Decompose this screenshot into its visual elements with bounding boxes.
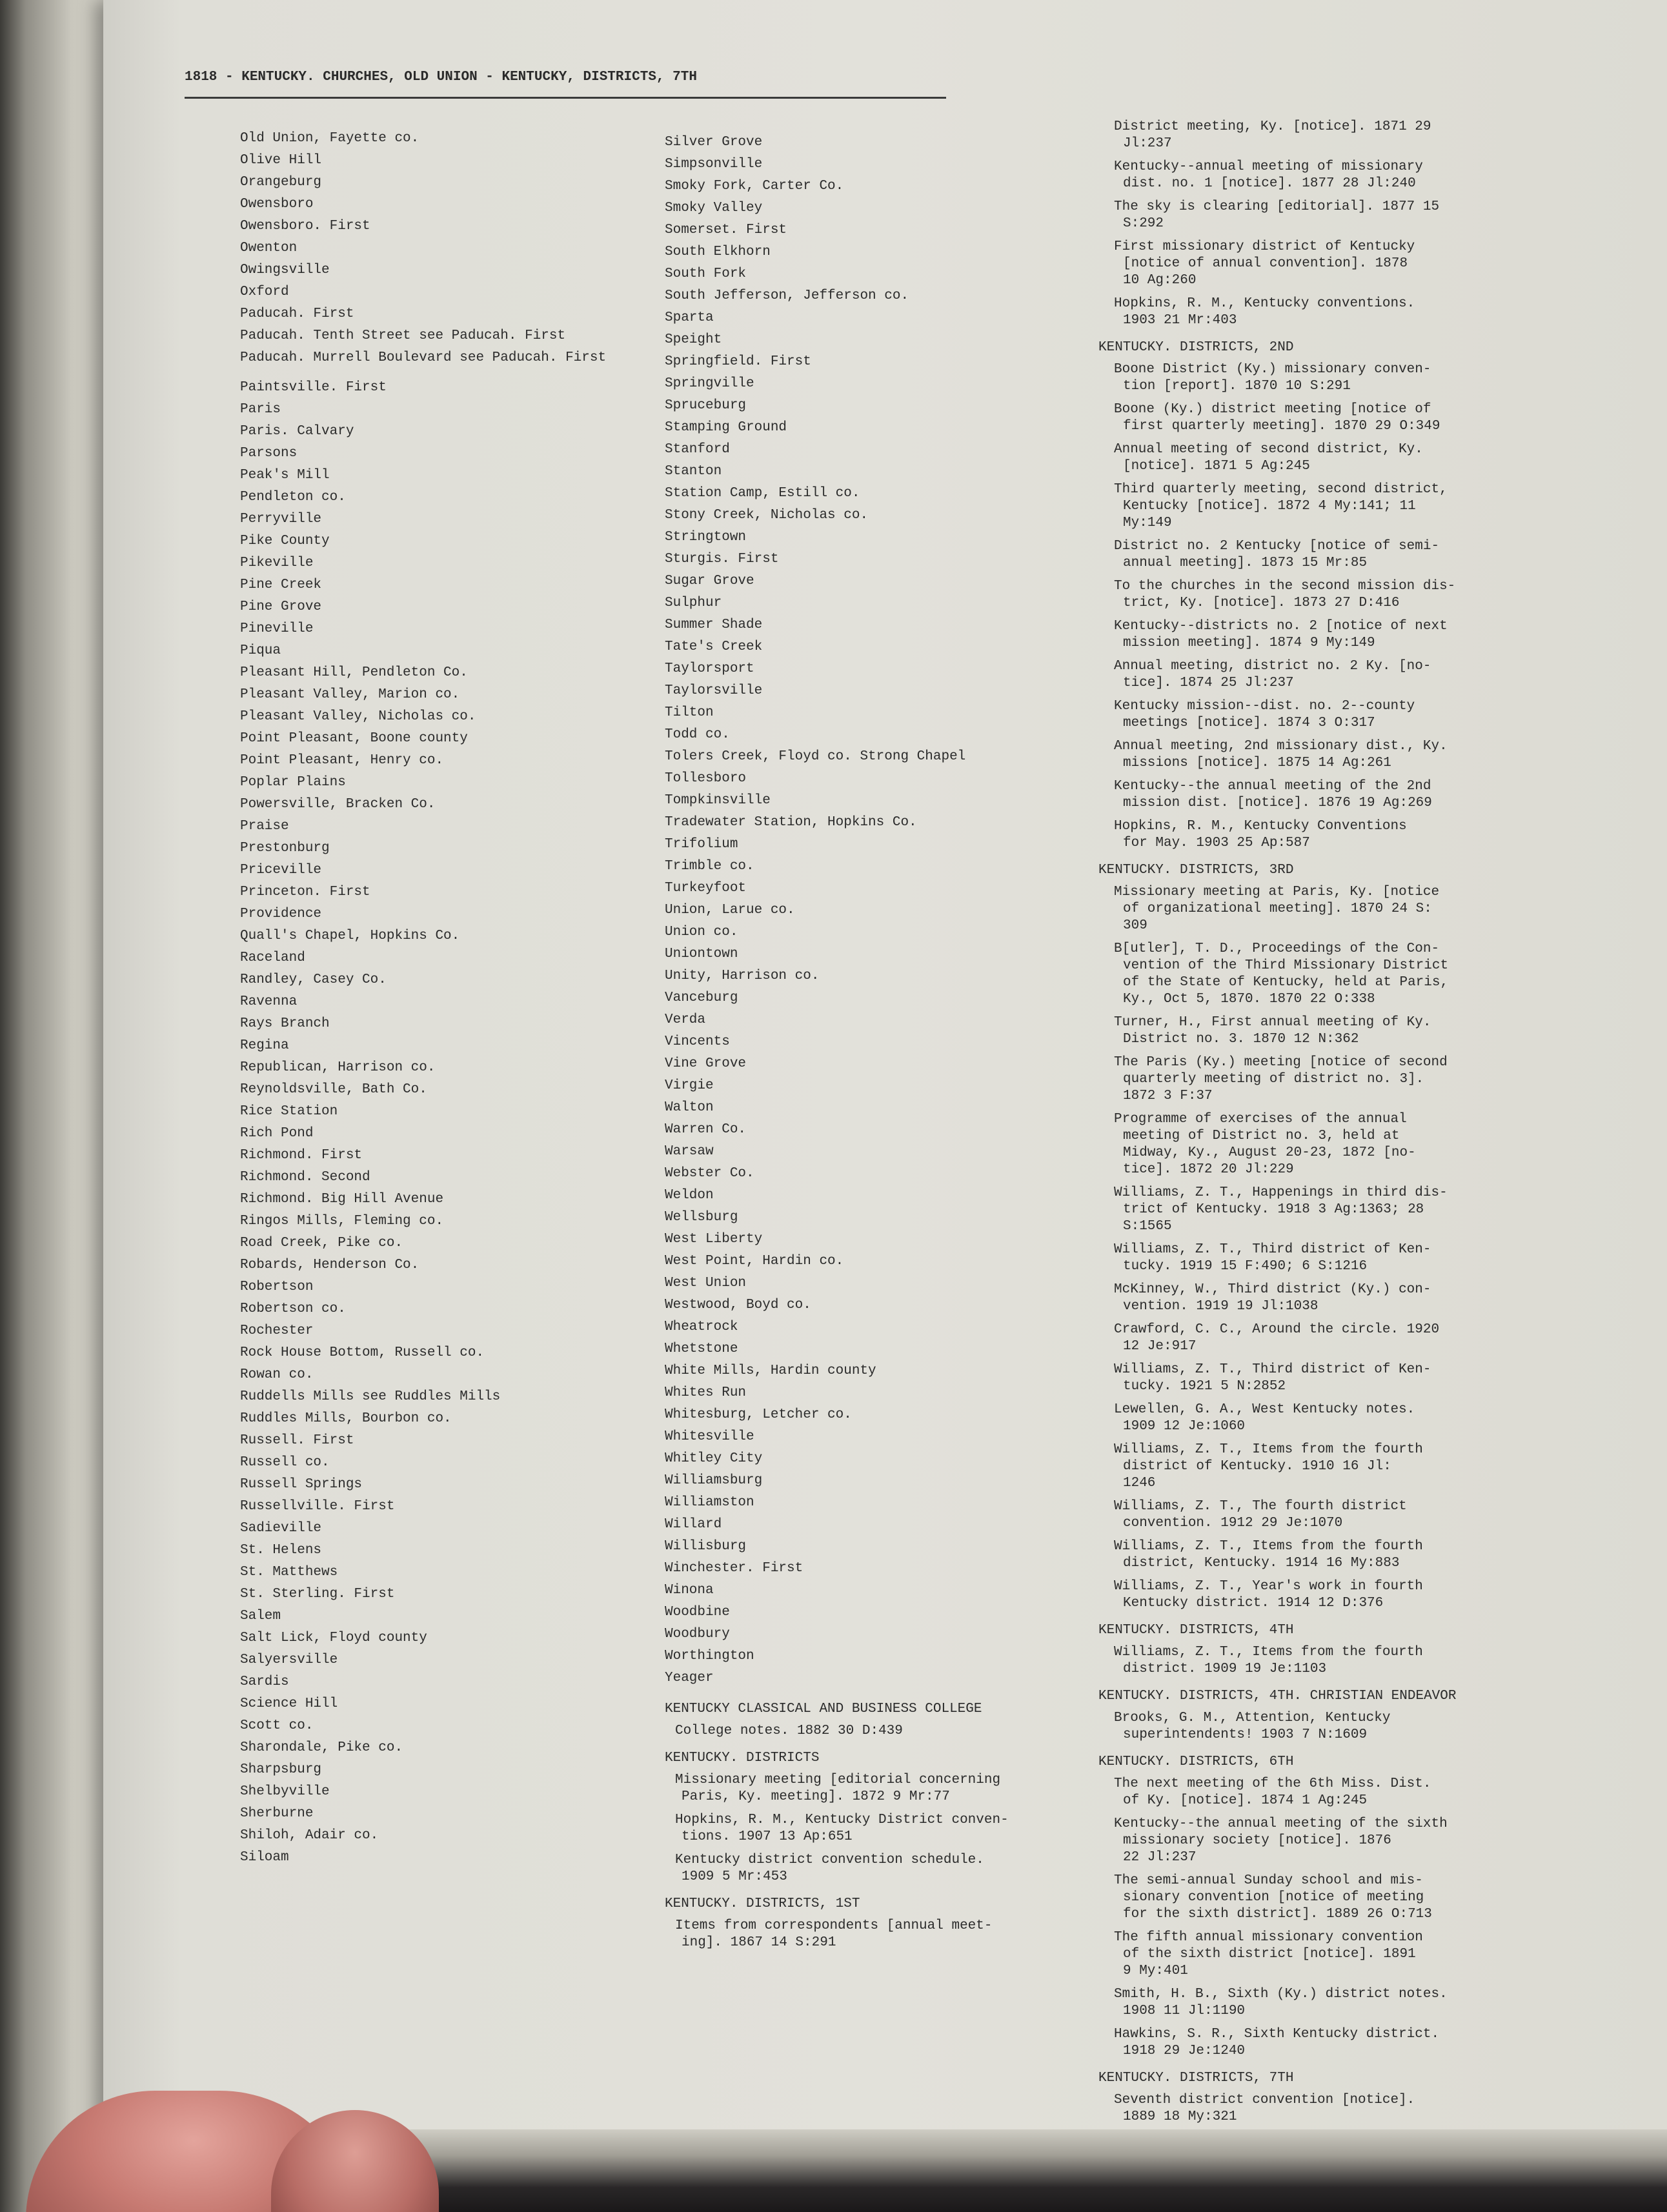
index-entry: Springfield. First — [665, 354, 811, 369]
column-2 — [665, 133, 1078, 1958]
index-entry: Stamping Ground — [665, 420, 787, 435]
index-entry: Pleasant Valley, Marion co. — [240, 687, 460, 702]
index-entry: Verda — [665, 1012, 706, 1027]
index-entry: Spruceburg — [665, 398, 747, 413]
index-entry: Smoky Valley — [665, 201, 763, 216]
index-entry: Russell co. — [240, 1455, 330, 1470]
citation-entry: Hopkins, R. M., Kentucky conventions. 1903 21 Mr:403 — [1114, 296, 1415, 328]
heading-classical-college: KENTUCKY CLASSICAL AND BUSINESS COLLEGE — [665, 1702, 982, 1716]
index-entry: Sparta — [665, 310, 714, 325]
citation-entry: Kentucky--the annual meeting of the 2nd mission dist. [notice]. 1876 19 Ag:269 — [1114, 779, 1432, 810]
index-entry: Tate's Creek — [665, 639, 763, 654]
index-entry: Trimble co. — [665, 859, 754, 874]
index-entry: Tompkinsville — [665, 793, 771, 808]
index-entry: Poplar Plains — [240, 775, 346, 790]
index-entry: Robertson — [240, 1280, 314, 1294]
index-entry: Union co. — [665, 925, 738, 940]
index-entry: Worthington — [665, 1649, 754, 1664]
index-entry: Warren Co. — [665, 1122, 747, 1137]
index-entry: Stony Creek, Nicholas co. — [665, 508, 869, 523]
index-entry: Paris — [240, 402, 281, 417]
index-entry: Pine Creek — [240, 578, 322, 592]
index-entry: Willisburg — [665, 1539, 747, 1554]
index-entry: Vanceburg — [665, 990, 738, 1005]
index-entry: Salyersville — [240, 1653, 338, 1667]
citation-entry: Brooks, G. M., Attention, Kentucky superintendents! 1903 7 N:1609 — [1114, 1711, 1391, 1742]
index-entry: Wheatrock — [665, 1320, 738, 1334]
index-entry: Summer Shade — [665, 618, 763, 632]
index-entry: Paintsville. First — [240, 380, 387, 395]
index-entry: White Mills, Hardin county — [665, 1363, 876, 1378]
index-entry: Prestonburg — [240, 841, 330, 856]
index-entry: Williamsburg — [665, 1473, 763, 1488]
index-entry: Pendleton co. — [240, 490, 346, 505]
citation-entry: District meeting, Ky. [notice]. 1871 29 Jl:237 — [1114, 119, 1431, 151]
column-3 — [1098, 119, 1524, 2132]
index-entry: Sardis — [240, 1674, 289, 1689]
index-entry: Owenton — [240, 241, 298, 256]
citation-entry: Williams, Z. T., Items from the fourth district, Kentucky. 1914 16 My:883 — [1114, 1539, 1423, 1571]
index-entry: West Point, Hardin co. — [665, 1254, 844, 1269]
index-entry: Richmond. Second — [240, 1170, 370, 1185]
heading-districts-1st: KENTUCKY. DISTRICTS, 1ST — [665, 1896, 860, 1911]
index-entry: Station Camp, Estill co. — [665, 486, 860, 501]
index-entry: Russell Springs — [240, 1477, 363, 1492]
index-entry: Sherburne — [240, 1806, 314, 1821]
index-entry: Owingsville — [240, 263, 330, 277]
index-entry: Paducah. First — [240, 307, 354, 321]
citation-entry: Kentucky mission--dist. no. 2--county meetings [notice]. 1874 3 O:317 — [1114, 699, 1415, 730]
index-entry: Praise — [240, 819, 289, 834]
index-entry: Somerset. First — [665, 223, 787, 237]
classical-entries — [665, 1723, 1078, 1740]
index-entry: Tilton — [665, 705, 714, 720]
index-entry: Point Pleasant, Henry co. — [240, 753, 444, 768]
index-entry: Shiloh, Adair co. — [240, 1828, 379, 1843]
index-entry: Piqua — [240, 643, 281, 658]
citation-entry: Crawford, C. C., Around the circle. 1920 12 Je:917 — [1114, 1322, 1440, 1354]
index-entry: West Liberty — [665, 1232, 763, 1247]
index-entry: Tradewater Station, Hopkins Co. — [665, 815, 917, 830]
index-entry: Ruddells Mills see Ruddles Mills — [240, 1389, 501, 1404]
heading-districts-2nd: KENTUCKY. DISTRICTS, 2ND — [1098, 340, 1294, 355]
citation-entry: District no. 2 Kentucky [notice of semi- annual meeting]. 1873 15 Mr:85 — [1114, 539, 1440, 570]
index-entry: Webster Co. — [665, 1166, 754, 1181]
index-entry: Pike County — [240, 534, 330, 548]
index-entry: Sharpsburg — [240, 1762, 322, 1777]
citation-entry: Williams, Z. T., Items from the fourth district of Kentucky. 1910 16 Jl: 1246 — [1114, 1442, 1423, 1491]
index-entry: Sadieville — [240, 1521, 322, 1536]
index-entry: Owensboro. First — [240, 219, 370, 234]
districts-6th-entries — [1098, 1776, 1524, 2060]
citation-entry: Seventh district convention [notice]. 1889 18 My:321 — [1114, 2093, 1415, 2124]
heading-districts-7th: KENTUCKY. DISTRICTS, 7TH — [1098, 2071, 1294, 2086]
index-entry: Pineville — [240, 621, 314, 636]
column-2-places — [665, 133, 1078, 1691]
index-entry: Silver Grove — [665, 135, 763, 150]
index-entry: Salem — [240, 1609, 281, 1624]
index-entry: Rock House Bottom, Russell co. — [240, 1345, 485, 1360]
index-entry: Rays Branch — [240, 1016, 330, 1031]
index-entry: Winchester. First — [665, 1561, 803, 1576]
index-entry: Wellsburg — [665, 1210, 738, 1225]
index-entry: Russell. First — [240, 1433, 354, 1448]
heading-districts-6th: KENTUCKY. DISTRICTS, 6TH — [1098, 1755, 1294, 1769]
index-entry: Speight — [665, 332, 722, 347]
index-entry: Willard — [665, 1517, 722, 1532]
index-entry: Powersville, Bracken Co. — [240, 797, 436, 812]
citation-entry: Items from correspondents [annual meet- ing]. 1867 14 S:291 — [675, 1918, 993, 1950]
index-entry: Uniontown — [665, 947, 738, 961]
citation-entry: Williams, Z. T., Year's work in fourth Kentucky district. 1914 12 D:376 — [1114, 1579, 1423, 1611]
index-entry: Sulphur — [665, 596, 722, 610]
index-entry: Shelbyville — [240, 1784, 330, 1799]
districts-4th-ce-entries — [1098, 1710, 1524, 1744]
index-entry: Richmond. Big Hill Avenue — [240, 1192, 444, 1207]
citation-entry: Smith, H. B., Sixth (Ky.) district notes. 1908 11 Jl:1190 — [1114, 1987, 1448, 2018]
index-entry: Union, Larue co. — [665, 903, 795, 918]
index-entry: Stanford — [665, 442, 730, 457]
index-entry: Pleasant Valley, Nicholas co. — [240, 709, 476, 724]
citation-entry: Boone District (Ky.) missionary conven- tion [report]. 1870 10 S:291 — [1114, 362, 1431, 394]
index-entry: Robertson co. — [240, 1302, 346, 1316]
citation-entry: Williams, Z. T., Third district of Ken- tucky. 1921 5 N:2852 — [1114, 1362, 1431, 1394]
index-entry: South Jefferson, Jefferson co. — [665, 288, 909, 303]
index-entry: Road Creek, Pike co. — [240, 1236, 403, 1251]
index-entry: Todd co. — [665, 727, 730, 742]
index-entry: Whitesburg, Letcher co. — [665, 1407, 852, 1422]
districts-2nd-entries — [1098, 361, 1524, 852]
index-entry: St. Sterling. First — [240, 1587, 395, 1602]
citation-entry: Kentucky--annual meeting of missionary dist. no. 1 [notice]. 1877 28 Jl:240 — [1114, 159, 1423, 191]
index-entry: Siloam — [240, 1850, 289, 1865]
index-entry: Winona — [665, 1583, 714, 1598]
index-entry: Whetstone — [665, 1342, 738, 1356]
index-entry: Rich Pond — [240, 1126, 314, 1141]
index-entry: Scott co. — [240, 1718, 314, 1733]
index-entry: West Union — [665, 1276, 747, 1291]
index-entry: Springville — [665, 376, 754, 391]
index-entry: Providence — [240, 907, 322, 921]
index-entry: Peak's Mill — [240, 468, 330, 483]
index-entry: Whitesville — [665, 1429, 754, 1444]
index-entry: Rochester — [240, 1323, 314, 1338]
index-entry: South Elkhorn — [665, 245, 771, 259]
index-entry: Ruddles Mills, Bourbon co. — [240, 1411, 452, 1426]
index-entry: Tolers Creek, Floyd co. Strong Chapel — [665, 749, 966, 764]
citation-entry: The fifth annual missionary convention of the sixth district [notice]. 1891 9 My:401 — [1114, 1930, 1423, 1978]
citation-entry: Williams, Z. T., Items from the fourth district. 1909 19 Je:1103 — [1114, 1645, 1423, 1676]
citation-entry: Kentucky district convention schedule. 1909 5 Mr:453 — [675, 1853, 984, 1884]
index-entry: Walton — [665, 1100, 714, 1115]
index-entry: Warsaw — [665, 1144, 714, 1159]
index-entry: Republican, Harrison co. — [240, 1060, 436, 1075]
heading-districts-3rd: KENTUCKY. DISTRICTS, 3RD — [1098, 863, 1294, 878]
index-entry: Unity, Harrison co. — [665, 969, 820, 983]
index-entry: Pine Grove — [240, 599, 322, 614]
index-entry: Ravenna — [240, 994, 298, 1009]
citation-entry: The semi-annual Sunday school and mis- sionary convention [notice of meeting for the sixth district]. 1889 26 O:713 — [1114, 1873, 1432, 1922]
index-entry: Parsons — [240, 446, 298, 461]
citation-entry: Hopkins, R. M., Kentucky Conventions for May. 1903 25 Ap:587 — [1114, 819, 1407, 850]
index-entry: Russellville. First — [240, 1499, 395, 1514]
index-entry: Science Hill — [240, 1696, 338, 1711]
index-entry: Sugar Grove — [665, 574, 754, 588]
index-entry: Robards, Henderson Co. — [240, 1258, 419, 1272]
citation-entry: Hawkins, S. R., Sixth Kentucky district. 1918 29 Je:1240 — [1114, 2027, 1440, 2058]
index-entry: Sturgis. First — [665, 552, 779, 567]
citation-entry: The Paris (Ky.) meeting [notice of second quarterly meeting of district no. 3]. 1872 3 F:37 — [1114, 1055, 1448, 1103]
index-entry: Taylorsville — [665, 683, 763, 698]
citation-entry: Turner, H., First annual meeting of Ky. District no. 3. 1870 12 N:362 — [1114, 1015, 1431, 1047]
index-entry: Stringtown — [665, 530, 747, 545]
index-entry: Sharondale, Pike co. — [240, 1740, 403, 1755]
index-entry: Old Union, Fayette co. — [240, 131, 419, 146]
index-entry: Olive Hill — [240, 153, 322, 168]
index-entry: Paducah. Tenth Street see Paducah. First — [240, 328, 566, 343]
index-entry: Rowan co. — [240, 1367, 314, 1382]
citation-entry: Third quarterly meeting, second district, Kentucky [notice]. 1872 4 My:141; 11 My:149 — [1114, 482, 1448, 530]
index-entry: Vine Grove — [665, 1056, 747, 1071]
index-entry: Whitley City — [665, 1451, 763, 1466]
index-entry: Rice Station — [240, 1104, 338, 1119]
citation-entry: Missionary meeting at Paris, Ky. [notice of organizational meeting]. 1870 24 S: 309 — [1114, 885, 1440, 933]
index-entry: Williamston — [665, 1495, 754, 1510]
index-entry: Quall's Chapel, Hopkins Co. — [240, 929, 460, 943]
citation-entry: Boone (Ky.) district meeting [notice of first quarterly meeting]. 1870 29 O:349 — [1114, 402, 1440, 434]
districts-7th-entries — [1098, 2092, 1524, 2126]
index-entry: Virgie — [665, 1078, 714, 1093]
index-entry: Paris. Calvary — [240, 424, 354, 439]
index-entry: Stanton — [665, 464, 722, 479]
citation-entry: Williams, Z. T., Third district of Ken- tucky. 1919 15 F:490; 6 S:1216 — [1114, 1242, 1431, 1274]
citation-entry: College notes. 1882 30 D:439 — [675, 1724, 903, 1738]
index-entry: Owensboro — [240, 197, 314, 212]
index-entry: Reynoldsville, Bath Co. — [240, 1082, 427, 1097]
index-entry: Princeton. First — [240, 885, 370, 900]
districts-1st-continued-entries — [1098, 119, 1524, 329]
districts-4th-entries — [1098, 1644, 1524, 1678]
index-entry: Turkeyfoot — [665, 881, 747, 896]
index-entry: Salt Lick, Floyd county — [240, 1631, 427, 1645]
index-entry: Ringos Mills, Fleming co. — [240, 1214, 444, 1229]
citation-entry: Missionary meeting [editorial concerning Paris, Ky. meeting]. 1872 9 Mr:77 — [675, 1773, 1001, 1804]
index-entry: Pleasant Hill, Pendleton Co. — [240, 665, 468, 680]
index-entry: Richmond. First — [240, 1148, 363, 1163]
districts-3rd-entries — [1098, 884, 1524, 1612]
column-1 — [240, 129, 653, 1870]
index-entry: Point Pleasant, Boone county — [240, 731, 468, 746]
citation-entry: B[utler], T. D., Proceedings of the Con- vention of the Third Missionary District of the State of Kentucky, held at Paris, Ky., Oct 5, 1870. 1870 22 O:338 — [1114, 941, 1449, 1007]
citation-entry: To the churches in the second mission dis- trict, Ky. [notice]. 1873 27 D:416 — [1114, 579, 1456, 610]
citation-entry: Programme of exercises of the annual meeting of District no. 3, held at Midway, Ky., August 20-23, 1872 [no- tice]. 1872 20 Jl:229 — [1114, 1112, 1416, 1177]
index-entry: Woodbury — [665, 1627, 730, 1642]
citation-entry: The next meeting of the 6th Miss. Dist. of Ky. [notice]. 1874 1 Ag:245 — [1114, 1776, 1431, 1808]
index-entry: Regina — [240, 1038, 289, 1053]
running-header: 1818 - KENTUCKY. CHURCHES, OLD UNION - KENTUCKY, DISTRICTS, 7TH — [185, 65, 946, 99]
index-entry: Perryville — [240, 512, 322, 527]
citation-entry: The sky is clearing [editorial]. 1877 15 S:292 — [1114, 199, 1440, 231]
index-entry: Taylorsport — [665, 661, 754, 676]
index-entry: St. Matthews — [240, 1565, 338, 1580]
heading-districts-4th-christian-endeavor: KENTUCKY. DISTRICTS, 4TH. CHRISTIAN ENDEAVOR — [1098, 1689, 1457, 1704]
citation-entry: Kentucky--the annual meeting of the sixth missionary society [notice]. 1876 22 Jl:237 — [1114, 1816, 1448, 1865]
index-entry: Priceville — [240, 863, 322, 878]
citation-entry: Williams, Z. T., The fourth district convention. 1912 29 Je:1070 — [1114, 1499, 1407, 1531]
index-entry: St. Helens — [240, 1543, 322, 1558]
citation-entry: Annual meeting, 2nd missionary dist., Ky. missions [notice]. 1875 14 Ag:261 — [1114, 739, 1448, 770]
index-entry: Yeager — [665, 1671, 714, 1685]
index-entry: Smoky Fork, Carter Co. — [665, 179, 844, 194]
index-entry: Tollesboro — [665, 771, 747, 786]
index-entry: Whites Run — [665, 1385, 747, 1400]
index-entry: Woodbine — [665, 1605, 730, 1620]
districts-1st-entries — [665, 1918, 1078, 1951]
index-entry: Raceland — [240, 950, 305, 965]
index-entry: Oxford — [240, 285, 289, 299]
index-entry: Trifolium — [665, 837, 738, 852]
index-entry: Randley, Casey Co. — [240, 972, 387, 987]
citation-entry: First missionary district of Kentucky [notice of annual convention]. 1878 10 Ag:260 — [1114, 239, 1415, 288]
citation-entry: McKinney, W., Third district (Ky.) con- vention. 1919 19 Jl:1038 — [1114, 1282, 1431, 1314]
citation-entry: Kentucky--districts no. 2 [notice of next mission meeting]. 1874 9 My:149 — [1114, 619, 1448, 650]
citation-entry: Lewellen, G. A., West Kentucky notes. 1909 12 Je:1060 — [1114, 1402, 1415, 1434]
heading-districts: KENTUCKY. DISTRICTS — [665, 1751, 820, 1765]
index-entry: Paducah. Murrell Boulevard see Paducah. First — [240, 350, 607, 365]
index-entry: Pikeville — [240, 556, 314, 570]
index-entry: Vincents — [665, 1034, 730, 1049]
index-entry: Simpsonville — [665, 157, 763, 172]
citation-entry: Williams, Z. T., Happenings in third dis- trict of Kentucky. 1918 3 Ag:1363; 28 S:1565 — [1114, 1185, 1448, 1234]
index-entry: Orangeburg — [240, 175, 322, 190]
citation-entry: Annual meeting of second district, Ky. [notice]. 1871 5 Ag:245 — [1114, 442, 1423, 474]
citation-entry: Hopkins, R. M., Kentucky District conven- tions. 1907 13 Ap:651 — [675, 1813, 1009, 1844]
index-entry: South Fork — [665, 266, 747, 281]
heading-districts-4th: KENTUCKY. DISTRICTS, 4TH — [1098, 1623, 1294, 1638]
index-entry: Westwood, Boyd co. — [665, 1298, 811, 1312]
index-entry: Weldon — [665, 1188, 714, 1203]
districts-entries — [665, 1772, 1078, 1885]
citation-entry: Annual meeting, district no. 2 Ky. [no- tice]. 1874 25 Jl:237 — [1114, 659, 1431, 690]
